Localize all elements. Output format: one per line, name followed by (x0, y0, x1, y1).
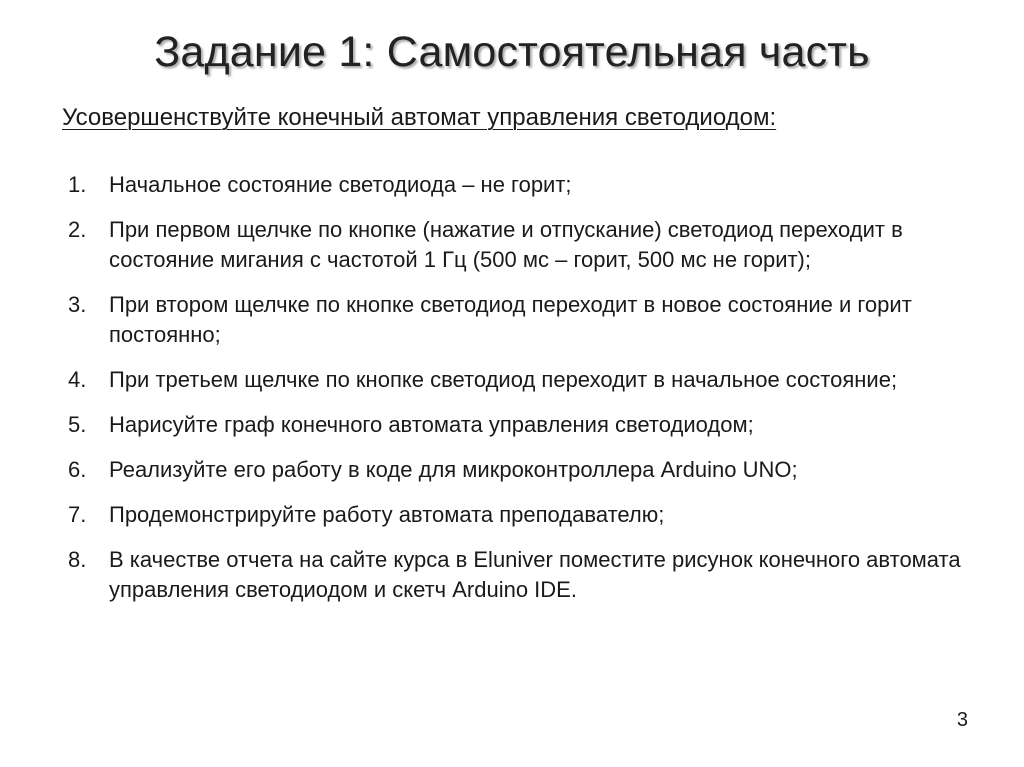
task-number: 2. (68, 217, 87, 242)
task-number: 7. (68, 502, 87, 527)
page-number: 3 (956, 709, 968, 731)
task-list (68, 170, 988, 620)
task-number: 1. (68, 172, 87, 197)
task-item-8 (68, 545, 988, 605)
task-text: Продемонстрируйте работу автомата преподавателю; (109, 502, 665, 527)
task-item-1 (68, 170, 988, 200)
task-item-5 (68, 410, 988, 440)
task-item-3 (68, 290, 988, 350)
task-text: Реализуйте его работу в коде для микроконтроллера Arduino UNO; (109, 457, 798, 482)
task-text: При третьем щелчке по кнопке светодиод переходит в начальное состояние; (109, 367, 898, 392)
task-item-7 (68, 500, 988, 530)
slide-title: Задание 1: Самостоятельная часть (154, 28, 870, 76)
task-text: В качестве отчета на сайте курса в Eluniver поместите рисунок конечного автомата управления светодиодом и скетч Arduino IDE. (109, 547, 961, 602)
task-text: Нарисуйте граф конечного автомата управления светодиодом; (109, 412, 754, 437)
slide-subtitle: Усовершенствуйте конечный автомат управления светодиодом: (62, 104, 777, 131)
task-text: При первом щелчке по кнопке (нажатие и отпускание) светодиод переходит в состояние мигания с частотой 1 Гц (500 мс – горит, 500 мс не горит); (109, 217, 903, 272)
task-item-4 (68, 365, 988, 395)
task-number: 5. (68, 412, 87, 437)
task-item-6 (68, 455, 988, 485)
task-number: 4. (68, 367, 87, 392)
task-item-2 (68, 215, 988, 275)
task-number: 8. (68, 547, 87, 572)
task-text: Начальное состояние светодиода – не горит; (109, 172, 572, 197)
task-text: При втором щелчке по кнопке светодиод переходит в новое состояние и горит постоянно; (109, 292, 912, 347)
task-number: 6. (68, 457, 87, 482)
task-number: 3. (68, 292, 87, 317)
